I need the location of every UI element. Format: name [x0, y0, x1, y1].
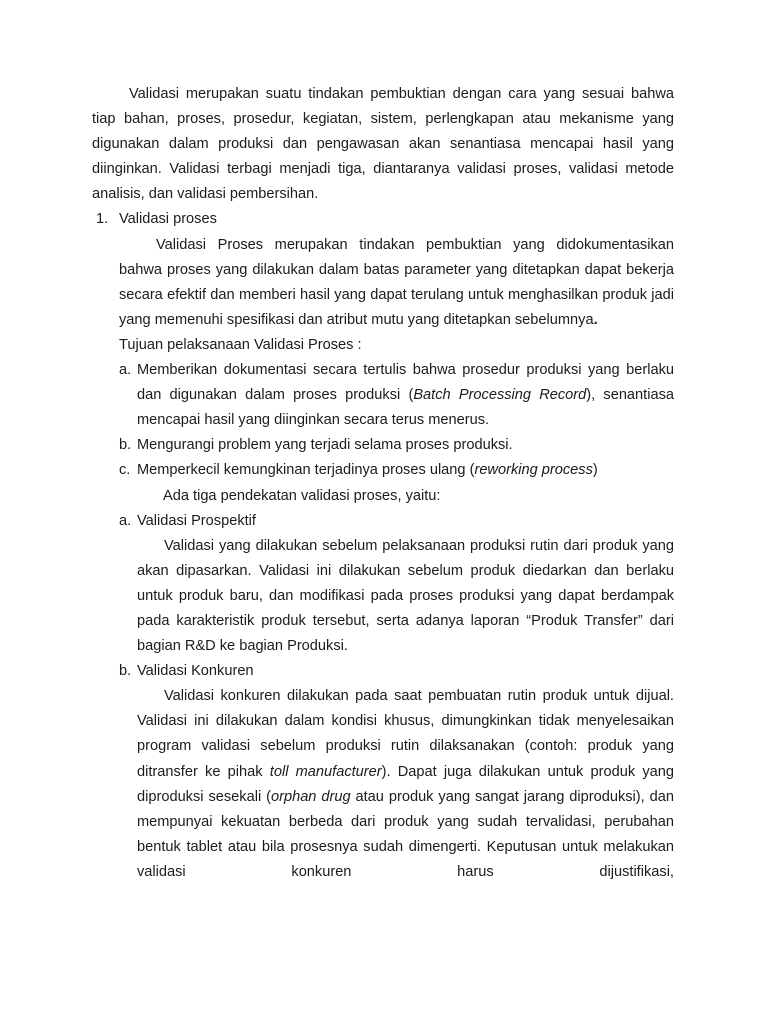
intro-paragraph: Validasi merupakan suatu tindakan pembuktian dengan cara yang sesuai bahwa tiap bahan, proses, prosedur, kegiatan, sistem, perlengkapan atau mekanisme yang digunakan dalam produksi dan pengawasan akan senantiasa mencapai hasil yang diinginkan. Validasi terbagi menjadi tiga, diantaranya validasi proses, validasi metode analisis, dan validasi pembersihan.	[92, 86, 674, 203]
goal-marker-b: b.	[119, 437, 132, 454]
section-1-title: Validasi proses	[119, 211, 217, 228]
goal-text-c	[137, 458, 674, 483]
approach-body-a: Validasi yang dilakukan sebelum pelaksanaan produksi rutin dari produk yang akan dipasarkan. Validasi ini dilakukan sebelum produk diedarkan dan berlaku untuk produk baru, dan modifikasi pada proses produksi yang dapat berdampak pada karakteristik produk tersebut, serta adanya laporan “Produk Transfer” dari bagian R&D ke bagian Produksi.	[137, 537, 674, 655]
goal-text-b: Mengurangi problem yang terjadi selama proses produksi.	[137, 437, 513, 454]
goal-c-text-2: )	[592, 462, 598, 479]
goal-a-text-2: ), senantiasa mencapai hasil yang diinginkan secara terus menerus.	[137, 387, 674, 429]
approach-marker-a: a.	[119, 512, 132, 529]
approach-b-text-1: Validasi konkuren dilakukan pada saat pembuatan rutin produk untuk dijual. Validasi ini dilakukan dalam kondisi khusus, dimungkinkan tidak menyelesaikan program validasi sebelum produksi rutin dilaksanakan (contoh: produk yang ditransfer ke pihak	[137, 688, 674, 780]
goal-marker-c: c.	[119, 462, 131, 479]
approach-b-italic-1: toll manufacturer	[269, 763, 382, 780]
definition-text: Validasi Proses merupakan tindakan pembuktian yang didokumentasikan bahwa proses yang dilakukan dalam batas parameter yang ditetapkan dapat bekerja secara efektif dan memberi hasil yang dapat terulang untuk menghasilkan produk jadi yang memenuhi spesifikasi dan atribut mutu yang ditetapkan sebelumnya	[119, 236, 674, 328]
approach-title-a: Validasi Prospektif	[137, 512, 256, 529]
definition-period: .	[593, 311, 598, 328]
goal-a-italic: Batch Processing Record	[413, 387, 587, 404]
goal-c-text-1: Memperkecil kemungkinan terjadinya proses ulang (	[137, 462, 475, 479]
approach-body-b	[92, 684, 674, 885]
approach-item-a	[92, 509, 674, 534]
approach-b-italic-2: orphan drug	[270, 788, 351, 805]
goal-marker-a: a.	[119, 362, 132, 379]
section-1-number: 1.	[96, 211, 109, 228]
goal-text-a	[137, 358, 674, 433]
document-page	[92, 82, 674, 885]
goal-item-b	[92, 433, 674, 458]
approaches-intro: Ada tiga pendekatan validasi proses, yaitu:	[163, 487, 441, 504]
process-validation-definition	[92, 233, 674, 333]
goal-item-a	[92, 358, 674, 433]
goals-intro: Tujuan pelaksanaan Validasi Proses :	[119, 336, 362, 353]
approach-b-text-3: atau produk yang sangat jarang diproduksi), dan mempunyai kekuatan berbeda dari produk yang sudah tervalidasi, perubahan bentuk tablet atau bila prosesnya sudah dimengerti. Keputusan untuk melakukan validasi konkuren harus dijustifikasi,	[137, 788, 674, 880]
goal-a-text-1: Memberikan dokumentasi secara tertulis bahwa prosedur produksi yang berlaku dan digunakan dalam proses produksi (	[137, 362, 674, 404]
approach-item-b	[92, 659, 674, 684]
goal-c-italic: reworking process	[474, 462, 593, 479]
goal-item-c	[92, 458, 674, 483]
approach-b-text-2: ). Dapat juga dilakukan untuk produk yang diproduksi sesekali (	[137, 763, 674, 805]
approach-title-b: Validasi Konkuren	[137, 663, 254, 680]
approach-marker-b: b.	[119, 663, 132, 680]
section-1-heading	[92, 207, 674, 232]
